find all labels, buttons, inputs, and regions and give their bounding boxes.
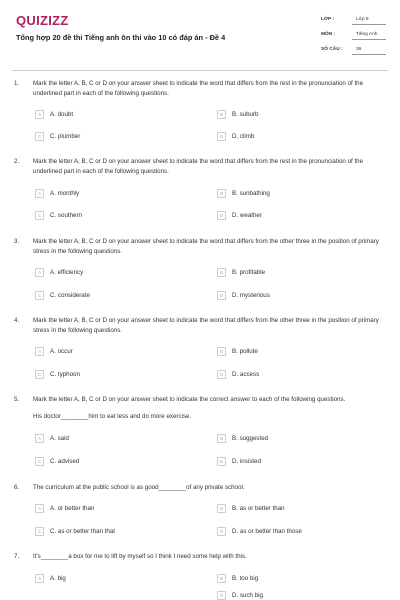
option-c[interactable] (35, 290, 90, 300)
option-label: D. weather (232, 211, 262, 219)
option-letter-box: B (217, 574, 226, 583)
option-b[interactable] (217, 573, 258, 583)
option-label: B. as or better than (232, 504, 285, 512)
option-letter-box: A (35, 268, 44, 277)
question-number: 3. (14, 238, 20, 245)
option-a[interactable] (35, 109, 73, 119)
question-number: 4. (14, 317, 20, 324)
option-letter-box: A (35, 110, 44, 119)
option-label: D. such big (232, 591, 263, 599)
option-label: A. big (50, 574, 66, 582)
option-b[interactable] (217, 267, 265, 277)
option-c[interactable] (35, 369, 80, 379)
question-text: The curriculum at the public school is as good________of any private school. (33, 484, 245, 491)
question-number: 6. (14, 484, 20, 491)
option-letter-box: D (217, 591, 226, 600)
subject-underline (352, 39, 386, 40)
option-label: A. said (50, 434, 69, 442)
question-count-value: 36 (356, 47, 362, 52)
option-d[interactable] (217, 290, 270, 300)
option-label: B. suburb (232, 110, 259, 118)
question-text: Mark the letter A, B, C or D on your answer sheet to indicate the word that differs from the other three in the position of primary stress in the following questions. (33, 317, 379, 334)
grade-label: LỚP : (321, 17, 335, 22)
option-label: A. occur (50, 347, 73, 355)
option-letter-box: A (35, 347, 44, 356)
option-letter-box: B (217, 189, 226, 198)
option-b[interactable] (217, 188, 270, 198)
option-letter-box: C (35, 132, 44, 141)
option-letter-box: C (35, 527, 44, 536)
option-label: D. mysterious (232, 291, 270, 299)
option-letter-box: A (35, 574, 44, 583)
option-d[interactable] (217, 131, 254, 141)
option-label: C. as or better than that (50, 527, 116, 535)
option-label: C. considerate (50, 291, 90, 299)
option-d[interactable] (217, 210, 262, 220)
option-letter-box: D (217, 132, 226, 141)
option-letter-box: D (217, 527, 226, 536)
option-b[interactable] (217, 503, 285, 513)
worksheet-title: Tổng hợp 20 đề thi Tiếng anh ôn thi vào 10 có đáp án - Đề 4 (16, 33, 226, 42)
option-letter-box: B (217, 268, 226, 277)
option-label: B. pollute (232, 347, 258, 355)
option-letter-box: C (35, 211, 44, 220)
option-label: C. typhoon (50, 370, 80, 378)
question-number: 5. (14, 396, 20, 403)
grade-value: Lớp 9 (356, 17, 369, 22)
question-number: 1. (14, 80, 20, 87)
option-label: A. doubt (50, 110, 74, 118)
option-letter-box: D (217, 211, 226, 220)
option-a[interactable] (35, 346, 73, 356)
option-a[interactable] (35, 503, 94, 513)
option-label: D. climb (232, 132, 255, 140)
option-letter-box: B (217, 504, 226, 513)
subject-value: Tiếng Anh (356, 32, 378, 37)
option-d[interactable] (217, 526, 302, 536)
option-label: D. as or better than those (232, 527, 302, 535)
option-letter-box: A (35, 434, 44, 443)
question-text: It's________a box for me to lift by myself so I think I need some help with this. (33, 553, 247, 560)
option-label: B. too big (232, 574, 259, 582)
option-letter-box: C (35, 291, 44, 300)
option-letter-box: D (217, 370, 226, 379)
option-letter-box: A (35, 504, 44, 513)
option-letter-box: C (35, 370, 44, 379)
option-letter-box: B (217, 434, 226, 443)
option-letter-box: B (217, 110, 226, 119)
option-label: A. or better than (50, 504, 95, 512)
option-d[interactable] (217, 369, 259, 379)
option-label: C. southern (50, 211, 82, 219)
option-a[interactable] (35, 573, 66, 583)
header-divider (12, 70, 388, 71)
subject-label: MÔN : (321, 32, 336, 37)
option-letter-box: C (35, 457, 44, 466)
option-b[interactable] (217, 433, 268, 443)
option-a[interactable] (35, 188, 79, 198)
option-label: C. advised (50, 457, 80, 465)
option-d[interactable] (217, 590, 263, 600)
question-text: Mark the letter A, B, C or D on your answer sheet to indicate the word that differs from the rest in the pronunciation of the underlined part in each of the following questions. (33, 158, 364, 175)
option-d[interactable] (217, 456, 261, 466)
question-number: 7. (14, 553, 20, 560)
option-label: B. suggested (232, 434, 269, 442)
option-letter-box: D (217, 457, 226, 466)
question-number: 2. (14, 158, 20, 165)
option-b[interactable] (217, 109, 258, 119)
option-c[interactable] (35, 526, 115, 536)
quizizz-logo: QUIZIZZ (16, 13, 69, 28)
worksheet-header (0, 0, 400, 66)
option-c[interactable] (35, 131, 80, 141)
option-a[interactable] (35, 267, 83, 277)
option-label: D. insisted (232, 457, 261, 465)
option-label: B. profitable (232, 268, 266, 276)
option-letter-box: D (217, 291, 226, 300)
option-label: B. sunbathing (232, 189, 270, 197)
option-c[interactable] (35, 210, 82, 220)
question-sub-text: His doctor________him to eat less and do more exercise. (33, 413, 192, 420)
option-label: A. monthly (50, 189, 80, 197)
option-label: D. access (232, 370, 260, 378)
option-c[interactable] (35, 456, 79, 466)
option-label: C. plumber (50, 132, 81, 140)
question-text: Mark the letter A, B, C or D on your answer sheet to indicate the word that differs from the other three in the position of primary stress in the following questions. (33, 238, 379, 255)
question-text: Mark the letter A, B, C or D on your answer sheet to indicate the word that differs from the rest in the pronunciation of the underlined part in each of the following questions. (33, 80, 364, 97)
option-letter-box: A (35, 189, 44, 198)
question-count-underline (352, 54, 386, 55)
option-letter-box: B (217, 347, 226, 356)
option-label: A. efficiency (50, 268, 84, 276)
option-b[interactable] (217, 346, 258, 356)
grade-underline (352, 24, 386, 25)
question-count-label: SỐ CÂU : (321, 47, 343, 52)
option-a[interactable] (35, 433, 69, 443)
question-text: Mark the letter A, B, C or D on your answer sheet to indicate the correct answer to each of the following questions. (33, 396, 346, 403)
